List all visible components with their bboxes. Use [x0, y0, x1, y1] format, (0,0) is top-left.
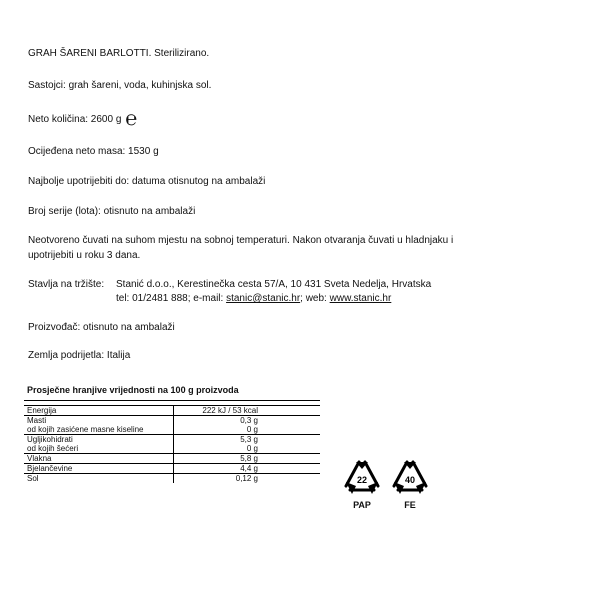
nutrition-row [24, 416, 320, 426]
nutrient-value: 4,4 g [173, 464, 320, 474]
net-quantity [28, 106, 138, 130]
nutrition-row [24, 425, 320, 435]
nutrient-name: Vlakna [24, 454, 173, 464]
nutrient-value: 0,3 g [240, 416, 258, 425]
distributor-label: Stavlja na tržište: [28, 279, 105, 290]
nutrient-value: 0 g [173, 425, 320, 435]
net-quantity-text: Neto količina: 2600 g [28, 114, 122, 125]
nutrient-name: Energija [24, 406, 173, 416]
recycling-number: 40 [404, 475, 416, 485]
storage-instructions-line2: upotrijebiti u roku 3 dana. [28, 250, 141, 261]
recycling-triangle-icon [342, 456, 382, 496]
recycling-number: 22 [356, 475, 368, 485]
nutrition-row [24, 444, 320, 454]
estimated-sign-icon: ℮ [125, 106, 138, 130]
nutrition-row [24, 474, 320, 484]
web-prefix: ; web: [300, 293, 330, 304]
nutrient-name: od kojih zasićene masne kiseline [24, 425, 173, 435]
recycling-code: FE [404, 500, 416, 510]
product-name: GRAH ŠARENI BARLOTTI. Sterilizirano. [28, 48, 210, 59]
nutrition-row [24, 454, 320, 464]
country-of-origin: Zemlja podrijetla: Italija [28, 350, 131, 361]
nutrient-value: 5,3 g [240, 435, 258, 444]
storage-instructions-line1: Neotvoreno čuvati na suhom mjestu na sobnoj temperaturi. Nakon otvaranja čuvati u hladnjaku i [28, 235, 454, 246]
producer: Proizvođač: otisnuto na ambalaži [28, 322, 175, 333]
nutrient-name: od kojih šećeri [24, 444, 173, 454]
nutrient-name: Bjelančevine [24, 464, 173, 474]
drained-mass: Ocijeđena neto masa: 1530 g [28, 146, 159, 157]
distributor-address: Stanić d.o.o., Kerestinečka cesta 57/A, 10 431 Sveta Nedelja, Hrvatska [116, 279, 432, 290]
distributor-contact [116, 293, 391, 305]
website-link[interactable]: www.stanic.hr [329, 293, 392, 304]
contact-prefix: tel: 01/2481 888; e-mail: [116, 293, 227, 304]
recycling-mark-paper [342, 456, 382, 510]
nutrient-value: 5,8 g [173, 454, 320, 464]
nutrition-title: Prosječne hranjive vrijednosti na 100 g proizvoda [24, 380, 320, 401]
nutrition-table [24, 380, 320, 483]
recycling-triangle-icon [390, 456, 430, 496]
ingredients: Sastojci: grah šareni, voda, kuhinjska sol. [28, 80, 212, 91]
nutrient-name: Masti [24, 416, 173, 426]
nutrition-rows [24, 406, 320, 484]
nutrient-value: 0,12 g [235, 474, 258, 483]
nutrition-row [24, 435, 320, 445]
nutrient-name: Sol [24, 474, 173, 484]
batch-number: Broj serije (lota): otisnuto na ambalaži [28, 206, 196, 217]
recycling-code: PAP [353, 500, 371, 510]
email-link[interactable]: stanic@stanic.hr [226, 293, 301, 304]
nutrient-value: 0 g [173, 444, 320, 454]
nutrient-value: 222 kJ / 53 kcal [173, 406, 320, 416]
nutrition-row [24, 464, 320, 474]
best-before: Najbolje upotrijebiti do: datuma otisnutog na ambalaži [28, 176, 266, 187]
nutrient-name: Ugljikohidrati [24, 435, 173, 445]
nutrition-row [24, 406, 320, 416]
recycling-mark-steel [390, 456, 430, 510]
